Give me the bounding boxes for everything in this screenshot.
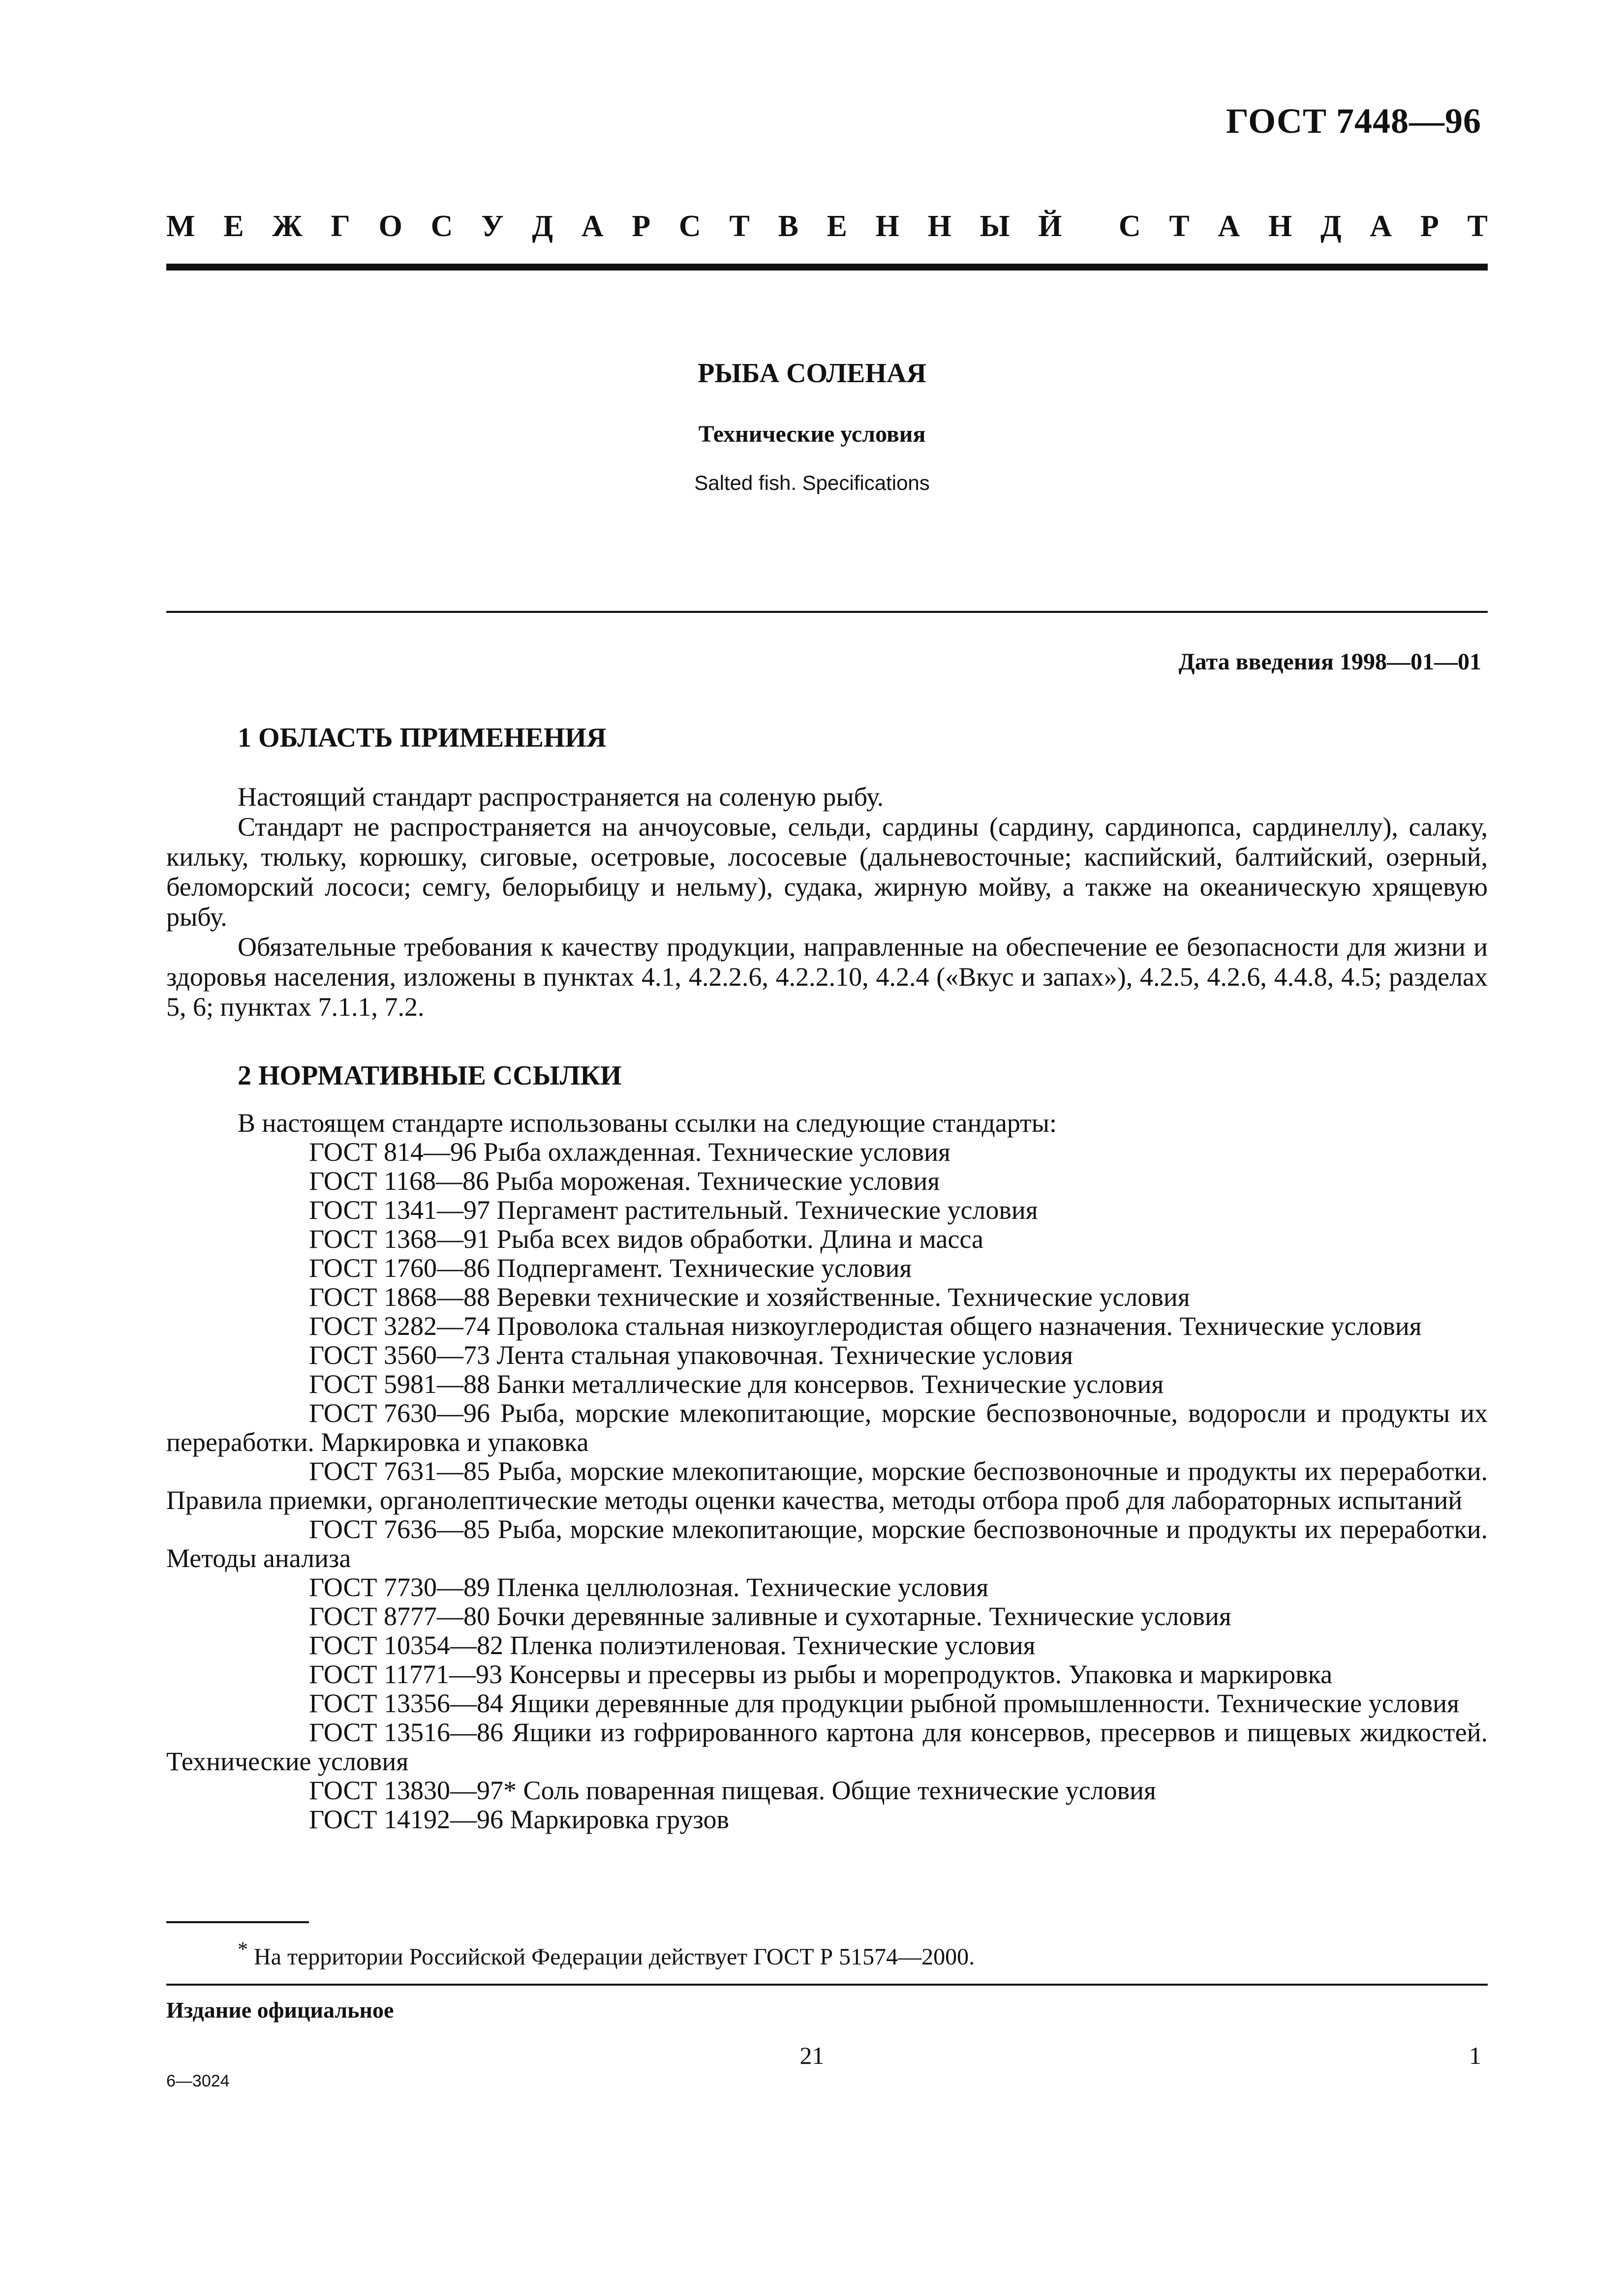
reference-item bbox=[166, 1805, 1488, 1834]
standard-type-letter: Ж bbox=[272, 210, 303, 243]
paragraph: Стандарт не распространяется на анчоусовые, сельди, сардины (сардину, сардинопса, сардинеллу), салаку, кильку, тюльку, корюшку, сиговые, осетровые, лососевые (дальневосточные; каспийский, балтийский, озерный, беломорский лососи; семгу, белорыбицу и нельму), судака, жирную мойву, а также на океаническую хрящевую рыбу. bbox=[166, 812, 1488, 932]
reference-code: ГОСТ 1868—88 bbox=[309, 1282, 490, 1312]
reference-code: ГОСТ 13516—86 bbox=[309, 1718, 504, 1747]
paragraph: Обязательные требования к качеству продукции, направленные на обеспечение ее безопасности для жизни и здоровья населения, изложены в пунктах 4.1, 4.2.2.6, 4.2.2.10, 4.2.4 («Вкус и запах»), 4.2.5, 4.2.6, 4.4.8, 4.5; разделах 5, 6; пунктах 7.1.1, 7.2. bbox=[166, 932, 1488, 1022]
reference-item bbox=[166, 1138, 1488, 1167]
title-rule bbox=[166, 611, 1488, 613]
reference-item bbox=[166, 1776, 1488, 1805]
section-heading-scope: 1 ОБЛАСТЬ ПРИМЕНЕНИЯ bbox=[238, 723, 607, 753]
standard-type-letter: А bbox=[1370, 210, 1392, 243]
print-code: 6—3024 bbox=[166, 2072, 230, 2090]
standard-type-letter: Р bbox=[632, 210, 651, 243]
standard-type-letter: А bbox=[1218, 210, 1240, 243]
reference-title: Ящики из гофрированного картона для консервов, пресервов и пищевых жидкостей. Технические условия bbox=[166, 1718, 1488, 1776]
page-number-center: 21 bbox=[799, 2042, 825, 2069]
reference-title: Рыба охлажденная. Технические условия bbox=[483, 1137, 950, 1167]
reference-item bbox=[166, 1573, 1488, 1602]
standard-type-letter: Т bbox=[729, 210, 750, 243]
edition-label: Издание официальное bbox=[166, 1997, 394, 2023]
standard-type-letter: Г bbox=[331, 210, 350, 243]
standard-type-letter: С bbox=[1118, 210, 1141, 243]
standard-type-letter: У bbox=[481, 210, 504, 243]
reference-item bbox=[166, 1399, 1488, 1457]
reference-title: Ящики деревянные для продукции рыбной промышленности. Технические условия bbox=[510, 1689, 1459, 1718]
standard-type-letter: С bbox=[678, 210, 701, 243]
reference-code: ГОСТ 7630—96 bbox=[309, 1398, 490, 1428]
standard-type-letter: М bbox=[166, 210, 195, 243]
footnote bbox=[238, 1938, 975, 1970]
reference-code: ГОСТ 13356—84 bbox=[309, 1689, 504, 1718]
document-number: ГОСТ 7448—96 bbox=[1226, 101, 1481, 141]
introduction-date: Дата введения 1998—01—01 bbox=[1178, 649, 1481, 675]
reference-item bbox=[166, 1341, 1488, 1370]
reference-item bbox=[166, 1312, 1488, 1341]
reference-title: Подпергамент. Технические условия bbox=[496, 1253, 912, 1283]
reference-item bbox=[166, 1689, 1488, 1718]
reference-title: Маркировка грузов bbox=[510, 1805, 729, 1834]
reference-title: Рыба мороженая. Технические условия bbox=[495, 1166, 940, 1196]
standard-type-banner bbox=[166, 209, 1488, 244]
standard-type-letter: Н bbox=[875, 210, 899, 243]
standard-type-letter: Т bbox=[1169, 210, 1190, 243]
reference-title: Пергамент растительный. Технические условия bbox=[496, 1195, 1038, 1225]
reference-title: Лента стальная упаковочная. Технические условия bbox=[496, 1340, 1073, 1370]
footnote-rule bbox=[166, 1921, 309, 1923]
standard-type-letter: Д bbox=[532, 210, 553, 243]
reference-title: Соль поваренная пищевая. Общие технические условия bbox=[523, 1776, 1156, 1805]
standard-type-letter: Н bbox=[927, 210, 951, 243]
reference-item bbox=[166, 1196, 1488, 1225]
reference-code: ГОСТ 13830—97* bbox=[309, 1776, 517, 1805]
standard-type-letter: Д bbox=[1320, 210, 1342, 243]
reference-item bbox=[166, 1254, 1488, 1283]
standard-type-letter: В bbox=[778, 210, 798, 243]
standard-type-letter: Е bbox=[827, 210, 847, 243]
standard-type-letter: Ы bbox=[980, 210, 1010, 243]
reference-item bbox=[166, 1225, 1488, 1254]
reference-item bbox=[166, 1660, 1488, 1689]
reference-title: Консервы и пресервы из рыбы и морепродуктов. Упаковка и маркировка bbox=[509, 1660, 1333, 1689]
reference-code: ГОСТ 3282—74 bbox=[309, 1311, 490, 1341]
document-title: РЫБА СОЛЕНАЯ bbox=[698, 358, 926, 389]
reference-code: ГОСТ 7730—89 bbox=[309, 1572, 490, 1602]
reference-code: ГОСТ 7636—85 bbox=[309, 1514, 490, 1544]
reference-code: ГОСТ 5981—88 bbox=[309, 1369, 490, 1399]
reference-title: Рыба всех видов обработки. Длина и масса bbox=[496, 1224, 983, 1254]
reference-code: ГОСТ 14192—96 bbox=[309, 1805, 504, 1834]
references-intro: В настоящем стандарте использованы ссылки на следующие стандарты: bbox=[238, 1108, 1057, 1138]
reference-title: Рыба, морские млекопитающие, морские беспозвоночные и продукты их переработки. Методы анализа bbox=[166, 1514, 1488, 1573]
references-list bbox=[166, 1109, 1488, 1834]
page-number-right: 1 bbox=[1469, 2042, 1481, 2069]
document-subtitle: Технические условия bbox=[698, 421, 926, 447]
standard-type-letter: Й bbox=[1038, 210, 1062, 243]
reference-code: ГОСТ 8777—80 bbox=[309, 1601, 490, 1631]
reference-title: Проволока стальная низкоуглеродистая общего назначения. Технические условия bbox=[496, 1311, 1422, 1341]
section-heading-references: 2 НОРМАТИВНЫЕ ССЫЛКИ bbox=[238, 1060, 622, 1091]
reference-item bbox=[166, 1457, 1488, 1515]
reference-title: Бочки деревянные заливные и сухотарные. Технические условия bbox=[496, 1601, 1231, 1631]
reference-code: ГОСТ 1341—97 bbox=[309, 1195, 490, 1225]
reference-item bbox=[166, 1167, 1488, 1196]
reference-code: ГОСТ 1760—86 bbox=[309, 1253, 490, 1283]
footer-rule bbox=[166, 1984, 1488, 1986]
standard-type-letter: Р bbox=[1420, 210, 1439, 243]
reference-title: Банки металлические для консервов. Технические условия bbox=[496, 1369, 1164, 1399]
section-scope-body bbox=[166, 782, 1488, 1022]
reference-code: ГОСТ 11771—93 bbox=[309, 1660, 503, 1689]
reference-title: Рыба, морские млекопитающие, морские беспозвоночные и продукты их переработки. Правила приемки, органолептические методы оценки качества, методы отбора проб для лабораторных испытаний bbox=[166, 1456, 1488, 1515]
footnote-text: На территории Российской Федерации действует ГОСТ Р 51574—2000. bbox=[254, 1944, 975, 1970]
reference-item bbox=[166, 1515, 1488, 1573]
reference-item bbox=[166, 1283, 1488, 1312]
paragraph: Настоящий стандарт распространяется на соленую рыбу. bbox=[238, 782, 884, 812]
reference-code: ГОСТ 3560—73 bbox=[309, 1340, 490, 1370]
standard-type-letter: Е bbox=[223, 210, 244, 243]
reference-code: ГОСТ 7631—85 bbox=[309, 1456, 490, 1486]
document-title-english: Salted fish. Specifications bbox=[694, 471, 930, 494]
reference-code: ГОСТ 1368—91 bbox=[309, 1224, 490, 1254]
reference-title: Рыба, морские млекопитающие, морские беспозвоночные, водоросли и продукты их переработки. Маркировка и упаковка bbox=[166, 1398, 1488, 1457]
reference-code: ГОСТ 814—96 bbox=[309, 1137, 477, 1167]
standard-type-letter: А bbox=[581, 210, 604, 243]
header-rule bbox=[166, 264, 1488, 271]
reference-item bbox=[166, 1602, 1488, 1631]
reference-code: ГОСТ 10354—82 bbox=[309, 1631, 504, 1660]
reference-title: Веревки технические и хозяйственные. Технические условия bbox=[496, 1282, 1190, 1312]
reference-item bbox=[166, 1370, 1488, 1399]
standard-type-letter: Т bbox=[1467, 210, 1488, 243]
footnote-mark: * bbox=[238, 1938, 248, 1961]
standard-type-letter: Н bbox=[1268, 210, 1292, 243]
reference-item bbox=[166, 1718, 1488, 1776]
reference-title: Пленка полиэтиленовая. Технические условия bbox=[510, 1631, 1036, 1660]
reference-item bbox=[166, 1631, 1488, 1660]
reference-code: ГОСТ 1168—86 bbox=[309, 1166, 490, 1196]
standard-type-letter: О bbox=[378, 210, 402, 243]
reference-title: Пленка целлюлозная. Технические условия bbox=[496, 1572, 989, 1602]
standard-type-letter: С bbox=[430, 210, 453, 243]
